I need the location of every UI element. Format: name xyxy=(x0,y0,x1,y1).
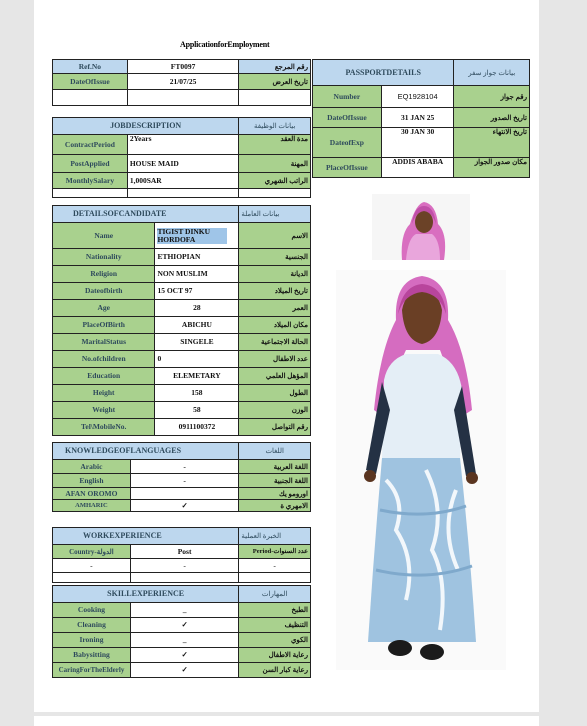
lang-english-label: English xyxy=(53,474,131,488)
issue-value: 21/07/25 xyxy=(127,74,238,90)
education-ar: المؤهل العلمي xyxy=(239,368,311,385)
age-value: 28 xyxy=(155,300,239,317)
name-value: TIGIST DINKU HORDOFA xyxy=(157,228,227,244)
lang-oromo-value xyxy=(130,488,239,500)
work-post-value: - xyxy=(130,559,239,573)
form-title: ApplicationforEmployment xyxy=(180,40,270,49)
passport-issue-ar: تاريخ الصدور xyxy=(454,108,530,128)
passport-place-value: ADDIS ABABA xyxy=(381,158,454,178)
ref-ar: رقم المرجع xyxy=(239,60,311,74)
passport-number-ar: رقم جواز xyxy=(454,86,530,108)
religion-value: NON MUSLIM xyxy=(155,266,239,283)
work-col-country: Country-الدولة xyxy=(53,545,131,559)
lang-english-ar: اللغة الجنبية xyxy=(239,474,311,488)
issue-ar: تاريخ العرض xyxy=(239,74,311,90)
skill-cleaning-label: Cleaning xyxy=(53,618,131,633)
dob-value: 15 OCT 97 xyxy=(155,283,239,300)
post-ar: المهنة xyxy=(239,155,311,173)
salary-ar: الراتب الشهري xyxy=(239,173,311,189)
skill-cleaning-value: ✓ xyxy=(130,618,238,633)
passport-exp-value: 30 JAN 30 xyxy=(381,128,454,158)
work-period-value: - xyxy=(239,559,311,573)
name-label: Name xyxy=(53,223,155,249)
skill-elderly-ar: رعاية كبار السن xyxy=(239,663,311,678)
skill-ironing-label: Ironing xyxy=(53,633,131,648)
job-header-ar: بيانات الوظيفة xyxy=(239,118,311,135)
salary-value: 1,000SAR xyxy=(127,173,238,189)
job-table xyxy=(52,117,311,198)
education-label: Education xyxy=(53,368,155,385)
pob-value: ABICHU xyxy=(155,317,239,334)
education-value: ELEMETARY xyxy=(155,368,239,385)
children-label: No.ofchildren xyxy=(53,351,155,368)
passport-place-label: PlaceOfIssue xyxy=(313,158,382,178)
salary-label: MonthlySalary xyxy=(53,173,128,189)
weight-ar: الوزن xyxy=(239,402,311,419)
weight-value: 58 xyxy=(155,402,239,419)
skills-header-ar: المهارات xyxy=(239,586,311,603)
passport-number-value: EQ1928104 xyxy=(381,86,454,108)
lang-arabic-value: - xyxy=(130,460,239,474)
ref-table xyxy=(52,59,311,106)
skill-cleaning-ar: التنظيف xyxy=(239,618,311,633)
skill-cooking-label: Cooking xyxy=(53,603,131,618)
job-header: JOBDESCRIPTION xyxy=(53,118,239,135)
work-header-ar: الخبرة العملية xyxy=(239,528,311,545)
lang-oromo-ar: اورومو يك xyxy=(239,488,311,500)
name-ar: الاسم xyxy=(239,223,311,249)
phone-label: Tel\MobileNo. xyxy=(53,419,155,436)
passport-issue-value: 31 JAN 25 xyxy=(381,108,454,128)
phone-ar: رقم التواصل xyxy=(239,419,311,436)
next-page-edge xyxy=(34,716,539,726)
post-label: PostApplied xyxy=(53,155,128,173)
marital-ar: الحالة الاجتماعية xyxy=(239,334,311,351)
lang-amharic-ar: الامهري ة xyxy=(239,500,311,512)
nationality-value: ETHIOPIAN xyxy=(155,249,239,266)
nationality-label: Nationality xyxy=(53,249,155,266)
languages-table xyxy=(52,442,311,522)
ref-label: Ref.No xyxy=(53,60,128,74)
height-ar: الطول xyxy=(239,385,311,402)
passport-issue-label: DateOfIssue xyxy=(313,108,382,128)
issue-label: DateOfIssue xyxy=(53,74,128,90)
religion-ar: الديانة xyxy=(239,266,311,283)
contract-value: 2Years xyxy=(127,135,238,155)
candidate-header-ar: بيانات العاملة xyxy=(239,206,311,223)
marital-value: SINGELE xyxy=(155,334,239,351)
skill-babysitting-label: Babysitting xyxy=(53,648,131,663)
lang-oromo-label: AFAN OROMO xyxy=(53,488,131,500)
lang-english-value: - xyxy=(130,474,239,488)
religion-label: Religion xyxy=(53,266,155,283)
skill-ironing-ar: الكوي xyxy=(239,633,311,648)
age-label: Age xyxy=(53,300,155,317)
height-label: Height xyxy=(53,385,155,402)
work-col-period: Period-عدد السنوات xyxy=(239,545,311,559)
dob-label: Dateofbirth xyxy=(53,283,155,300)
lang-arabic-label: Arabic xyxy=(53,460,131,474)
candidate-table xyxy=(52,205,311,436)
skill-cooking-ar: الطبخ xyxy=(239,603,311,618)
children-value: 0 xyxy=(155,351,239,368)
marital-label: MaritalStatus xyxy=(53,334,155,351)
lang-amharic-value: ✓ xyxy=(130,500,239,512)
full-length-photo xyxy=(336,270,506,670)
children-ar: عدد الاطفال xyxy=(239,351,311,368)
passport-number-label: Number xyxy=(313,86,382,108)
skill-elderly-value: ✓ xyxy=(130,663,238,678)
post-value: HOUSE MAID xyxy=(127,155,238,173)
skill-ironing-value: _ xyxy=(130,633,238,648)
dob-ar: تاريخ الميلاد xyxy=(239,283,311,300)
skill-elderly-label: CaringForTheElderly xyxy=(53,663,131,678)
languages-header: KNOWLEDGEOFLANGUAGES xyxy=(53,443,239,460)
age-ar: العمر xyxy=(239,300,311,317)
passport-table xyxy=(312,59,530,178)
pob-label: PlaceOfBirth xyxy=(53,317,155,334)
skills-table xyxy=(52,585,311,678)
pob-ar: مكان الميلاد xyxy=(239,317,311,334)
portrait-photo xyxy=(372,194,470,260)
work-table xyxy=(52,527,311,583)
passport-exp-ar: تاريخ الانتهاء xyxy=(454,128,530,158)
passport-exp-label: DateofExp xyxy=(313,128,382,158)
ref-value: FT0097 xyxy=(127,60,238,74)
contract-ar: مدة العقد xyxy=(239,135,311,155)
passport-header: PASSPORTDETAILS xyxy=(313,60,454,86)
languages-header-ar: اللغات xyxy=(239,443,311,460)
phone-value: 0911100372 xyxy=(155,419,239,436)
contract-label: ContractPeriod xyxy=(53,135,128,155)
work-country-value: - xyxy=(53,559,131,573)
height-value: 158 xyxy=(155,385,239,402)
candidate-header: DETAILSOFCANDIDATE xyxy=(53,206,239,223)
lang-arabic-ar: اللغة العربية xyxy=(239,460,311,474)
weight-label: Weight xyxy=(53,402,155,419)
nationality-ar: الجنسية xyxy=(239,249,311,266)
lang-amharic-label: AMHARIC xyxy=(53,500,131,512)
skill-babysitting-ar: رعاية الاطفال xyxy=(239,648,311,663)
work-col-post: Post xyxy=(130,545,239,559)
passport-header-ar: بيانات جواز سفر xyxy=(454,60,530,86)
passport-place-ar: مكان صدور الجواز xyxy=(454,158,530,178)
work-header: WORKEXPERIENCE xyxy=(53,528,239,545)
skill-cooking-value: _ xyxy=(130,603,238,618)
skill-babysitting-value: ✓ xyxy=(130,648,238,663)
skills-header: SKILLEXPERIENCE xyxy=(53,586,239,603)
